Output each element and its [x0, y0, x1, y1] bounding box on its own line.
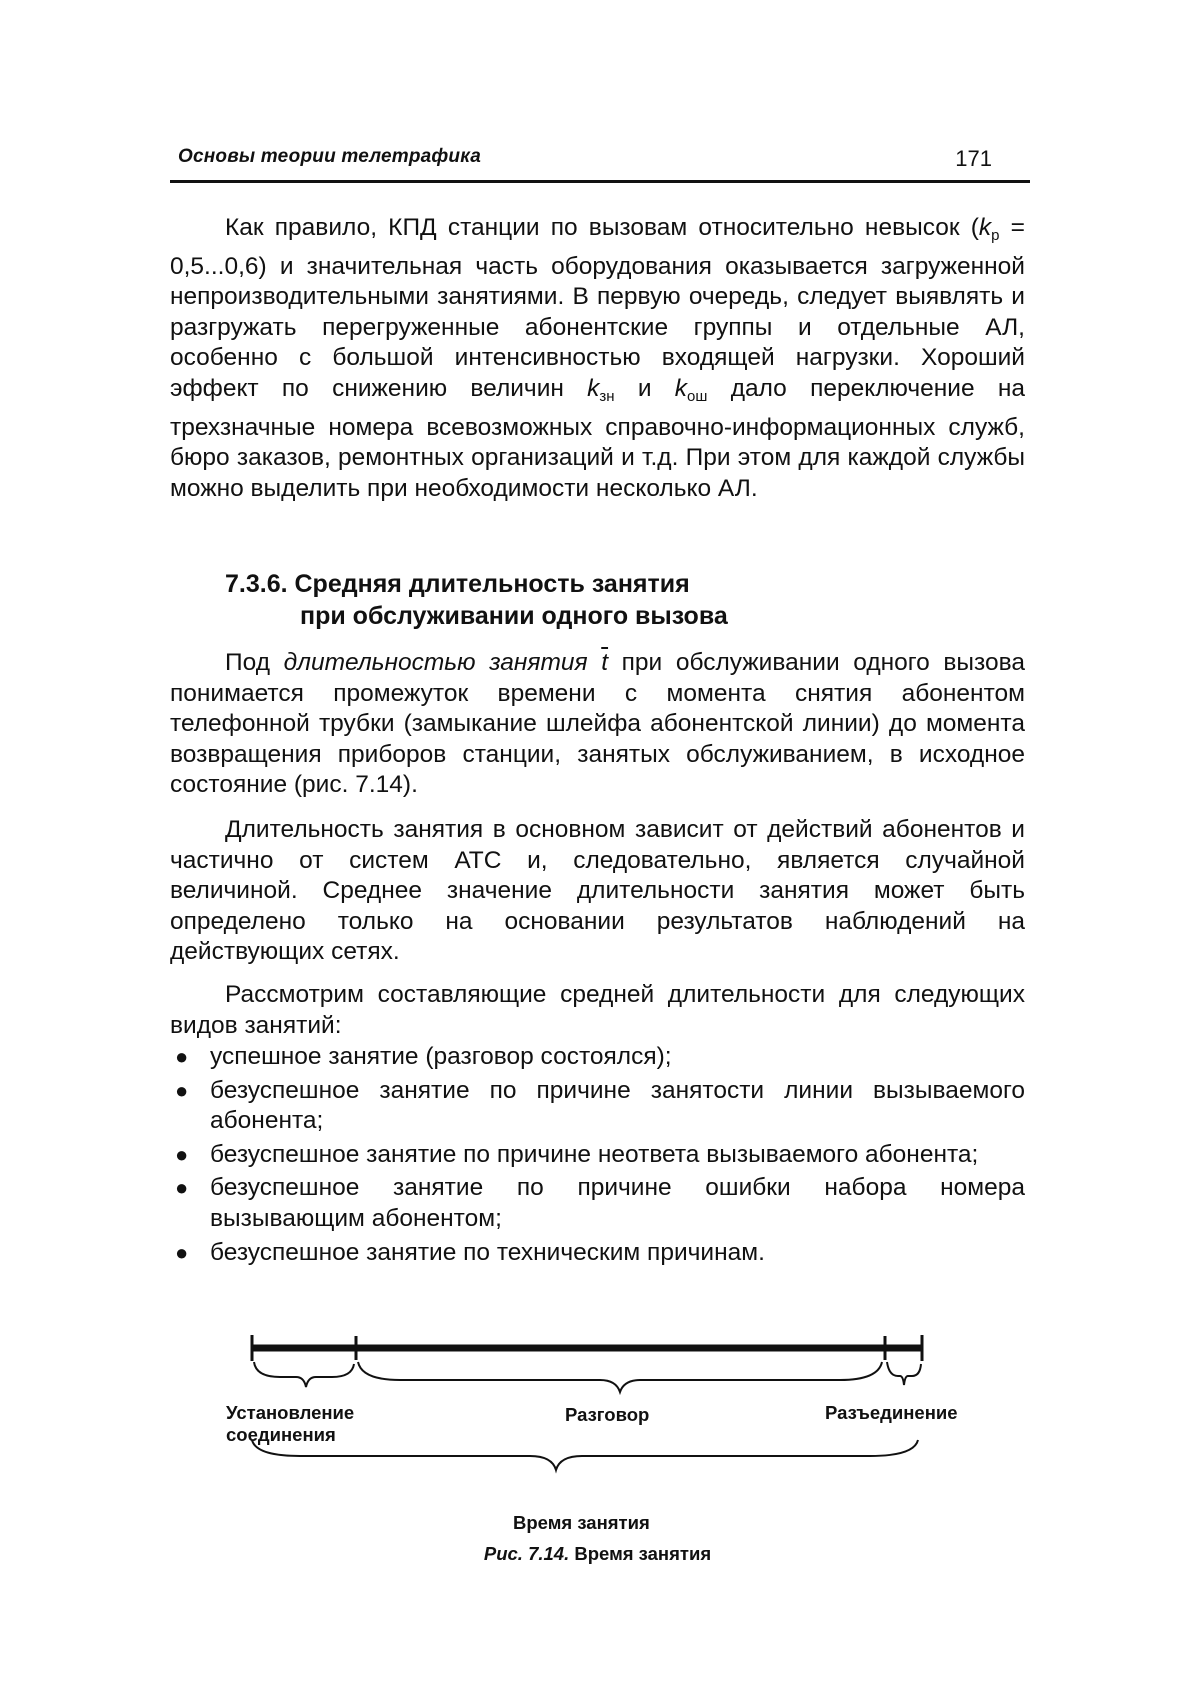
text-run: = 0,5...0,6) и значительная часть оборудования оказывается загруженной непроизводительными занятиями. В первую очередь, следует выявлять и разгружать перегруженные абонентские группы и отдельные АЛ, особенно с большой интенсивностью входящей нагрузки. Хороший эффект по снижению величин — [170, 214, 1025, 402]
list-item-text: успешное занятие (разговор состоялся); — [210, 1043, 672, 1070]
paragraph-components — [170, 980, 1025, 1041]
bullet-icon: ● — [175, 1141, 189, 1167]
list-item-text: безуспешное занятие по причине занятости линии вызываемого абонента; — [210, 1076, 1025, 1135]
math-subscript: ош — [687, 387, 708, 405]
label-talk: Разговор — [565, 1404, 650, 1425]
bullet-icon: ● — [175, 1077, 189, 1103]
list-item — [170, 1042, 1025, 1073]
paragraph-text: Рассмотрим составляющие средней длительности для следующих видов занятий: — [170, 981, 1025, 1039]
brace-release — [887, 1362, 921, 1385]
list-item-text: безуспешное занятие по причине ошибки набора номера вызывающим абонентом; — [210, 1174, 1025, 1232]
header-title: Основы теории телетрафика — [178, 146, 482, 167]
section-heading — [225, 568, 985, 632]
paragraph-text: Длительность занятия в основном зависит от действий абонентов и частично от систем АТС и, следовательно, является случайной величиной. Среднее значение длительности занятия может быть определено только на основании результатов наблюдений на действующих сетях. — [170, 816, 1025, 966]
text-run: дало переключение на трехзначные номера всевозможных справочно-информационных служб, бюро заказов, ремонтных организаций и т.д. При этом для каждой службы можно выделить при необходимости несколько АЛ. — [170, 374, 1025, 502]
bullet-icon: ● — [175, 1175, 189, 1201]
emphasis-term: длительностью занятия — [283, 649, 602, 676]
bullet-icon: ● — [175, 1044, 189, 1069]
page-number: 171 — [955, 146, 992, 171]
bullet-icon: ● — [175, 1239, 189, 1265]
brace-talk — [358, 1362, 882, 1392]
text-run: и — [614, 374, 675, 402]
running-header — [170, 140, 1030, 183]
paragraph-kpd — [170, 213, 1025, 504]
label-release: Разъединение — [825, 1402, 958, 1423]
brace-setup — [254, 1362, 354, 1387]
text-run: Как правило, КПД станции по вызовам относительно невысок ( — [225, 214, 979, 241]
section-heading-line2: при обслуживании одного вызова — [300, 602, 728, 630]
text-run: Под — [225, 649, 284, 676]
section-heading-line1: 7.3.6. Средняя длительность занятия — [225, 570, 690, 598]
list-item — [170, 1076, 1025, 1137]
label-setup-line1: Установление — [226, 1402, 355, 1423]
list-item-text: безуспешное занятие по техническим причинам. — [210, 1238, 765, 1266]
math-symbol: k — [674, 374, 688, 402]
list-item — [170, 1140, 1025, 1171]
math-symbol: k — [978, 214, 992, 241]
list-item — [170, 1238, 1025, 1269]
label-setup-line2: соединения — [226, 1424, 336, 1445]
list-item — [170, 1173, 1025, 1234]
label-total: Время занятия — [513, 1512, 650, 1533]
paragraph-text — [170, 213, 1025, 504]
text-run: при обслуживании одного вызова понимается промежуток времени с момента снятия абонентом телефонной трубки (замыкание шлейфа абонентской линии) до момента возвращения приборов станции, занятых обслуживанием, в исходное состояние (рис. 7.14). — [170, 649, 1025, 799]
paragraph-text — [170, 648, 1025, 801]
paragraph-definition — [170, 648, 1025, 801]
caption-label: Рис. 7.14. — [483, 1543, 570, 1564]
math-symbol: k — [587, 374, 600, 402]
occupancy-types-list — [170, 1042, 1025, 1271]
label-setup — [226, 1402, 354, 1446]
list-item-text: безуспешное занятие по причине неответа вызываемого абонента; — [210, 1140, 979, 1168]
caption-text: Время занятия — [569, 1543, 712, 1564]
math-symbol: $\overline{t}$ — [601, 649, 609, 676]
figure-caption — [170, 1543, 1025, 1565]
paragraph-duration — [170, 815, 1025, 968]
math-subscript: зн — [599, 387, 615, 405]
math-subscript: р — [991, 227, 1000, 244]
